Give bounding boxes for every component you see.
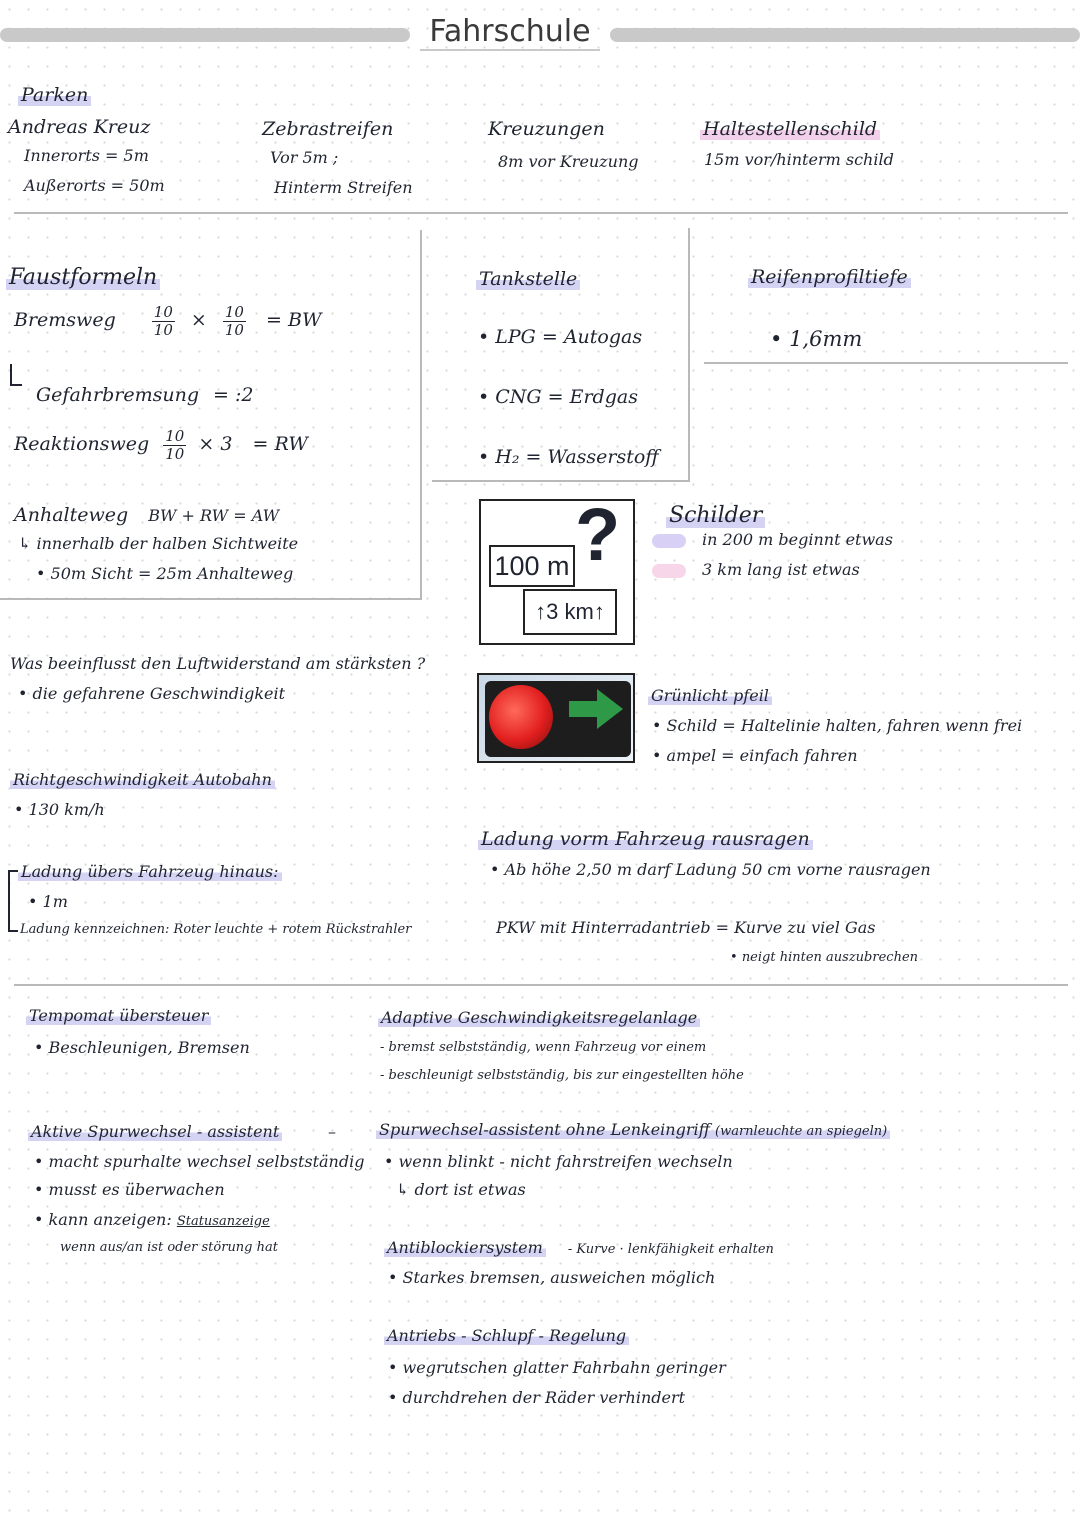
andreaskreuz-innerorts: Innerorts = 5m [24,146,149,165]
sign-distance: 100 m [489,545,575,587]
gruenpfeil-heading: Grünlicht pfeil [648,686,772,706]
ladung-hinten-line2: Ladung kennzeichnen: Roter leuchte + rotem Rückstrahler [20,922,412,937]
reifen-value: • 1,6mm [770,327,863,351]
faust-heading: Faustformeln [6,264,160,292]
spur-aktiv-line3: • kann anzeigen: Statusanzeige [34,1210,270,1229]
andreaskreuz-label: Andreas Kreuz [8,116,151,138]
gefahr-label: Gefahrbremsung [36,384,199,406]
spur-ohne-heading: Spurwechsel-assistent ohne Lenkeingriff (warnleuchte an spiegeln) [376,1120,890,1140]
kreuzungen-line1: 8m vor Kreuzung [498,152,639,171]
anhalteweg-row [14,504,279,528]
sign-question: ? [575,493,621,576]
faust-box-bottom [0,598,422,600]
tempomat-line1: • Beschleunigen, Bremsen [34,1038,250,1057]
acc-line2: - beschleunigt selbstständig, bis zur eingestellten höhe [380,1068,744,1083]
anhalteweg-label: Anhalteweg [14,504,129,526]
bremsweg-row [14,304,321,338]
zebrastreifen-line1: Vor 5m ; [270,148,339,167]
ladung-bracket [8,870,18,932]
ladung-hinten-line1: • 1m [28,892,68,911]
sign-length: 3 km [546,599,594,624]
reaktion-row [14,428,308,462]
anhalteweg-formula: BW + RW = AW [148,506,280,525]
abs-note: - Kurve · lenkfähigkeit erhalten [567,1242,774,1257]
spur-aktiv-line1: • macht spurhalte wechsel selbstständig [34,1152,365,1171]
schilder-line1: in 200 m beginnt etwas [702,530,893,549]
bremsweg-result: = BW [266,309,322,331]
acc-heading: Adaptive Geschwindigkeitsregelanlage [378,1008,700,1028]
red-light-icon [489,685,553,749]
green-arrow-head-icon [597,689,623,729]
title-bar-left [0,28,410,42]
schilder-line2: 3 km lang ist etwas [702,560,860,579]
gruenpfeil-line1: • Schild = Haltelinie halten, fahren wenn frei [652,716,1023,735]
abs-line1: • Starkes bremsen, ausweichen möglich [388,1268,716,1287]
ladung-hinten-heading: Ladung übers Fahrzeug hinaus: [18,862,282,882]
gefahr-bracket [10,364,22,386]
haltestelle-label: Haltestellenschild [700,118,880,142]
spur-aktiv-line4: wenn aus/an ist oder störung hat [60,1240,278,1255]
anhalteweg-line2: • 50m Sicht = 25m Anhalteweg [36,564,294,583]
asr-line2: • durchdrehen der Räder verhindert [388,1388,686,1407]
tank-box-right [688,228,690,482]
reaktion-frac: $\frac{10}{10}$ [165,427,185,463]
spur-aktiv-dash: – [328,1122,336,1141]
tankstelle-lpg: • LPG = Autogas [478,326,643,348]
parken-heading: Parken [18,84,91,108]
richt-value: • 130 km/h [14,800,105,819]
tankstelle-h2: • H₂ = Wasserstoff [478,446,659,468]
bremsweg-label: Bremsweg [14,309,116,331]
haltestelle-line1: 15m vor/hinterm schild [704,150,894,169]
tankstelle-cng: • CNG = Erdgas [478,386,638,408]
spur-ohne-line2: ↳ dort ist etwas [396,1180,526,1199]
reifen-bottom [704,362,1068,364]
bremsweg-times: × [190,309,207,331]
schilder-swatch-pink [652,564,686,578]
ladung-vorn-line1: • Ab höhe 2,50 m darf Ladung 50 cm vorne rausragen [490,860,931,879]
sign-length-box: ↑3 km↑ [523,589,617,635]
tank-box-bottom [432,480,690,482]
reifen-heading: Reifenprofiltiefe [748,266,911,290]
schilder-heading: Schilder [666,502,765,530]
bremsweg-frac1: $\frac{10}{10}$ [153,303,173,339]
bremsweg-frac2: $\frac{10}{10}$ [224,303,244,339]
divider-parken [14,212,1068,214]
reaktion-label: Reaktionsweg [14,433,150,455]
spur-aktiv-heading: Aktive Spurwechsel - assistent [28,1122,282,1142]
gefahr-value: = :2 [213,384,254,406]
anhalteweg-line1: ↳ innerhalb der halben Sichtweite [18,534,299,553]
reaktion-factor: × 3 [198,433,233,455]
gruenpfeil-line2: • ampel = einfach fahren [652,746,858,765]
asr-line1: • wegrutschen glatter Fahrbahn geringer [388,1358,726,1377]
pkw-line1: PKW mit Hinterradantrieb = Kurve zu viel Gas [496,918,876,937]
gruenpfeil-ampel-image [477,673,635,763]
reaktion-result: = RW [252,433,308,455]
andreaskreuz-ausserorts: Außerorts = 50m [24,176,165,195]
page-title: Fahrschule [420,14,600,51]
kreuzungen-label: Kreuzungen [488,118,605,140]
green-arrow-icon [569,701,599,717]
richt-heading: Richtgeschwindigkeit Autobahn [10,770,275,790]
schilder-swatch-lilac [652,534,686,548]
spur-aktiv-line2: • musst es überwachen [34,1180,225,1199]
divider-middle [14,984,1068,986]
asr-heading: Antriebs - Schlupf - Regelung [384,1326,629,1346]
abs-row [384,1238,774,1258]
luft-question: Was beeinflusst den Luftwiderstand am stärksten ? [10,654,426,673]
zebrastreifen-label: Zebrastreifen [262,118,394,140]
spur-ohne-line1: • wenn blinkt - nicht fahrstreifen wechseln [384,1152,733,1171]
zebrastreifen-line2: Hinterm Streifen [274,178,413,197]
title-bar-right [610,28,1080,42]
ladung-vorn-heading: Ladung vorm Fahrzeug rausragen [478,828,813,852]
zusatzzeichen-sign [479,493,635,645]
tankstelle-heading: Tankstelle [476,268,580,292]
gefahr-row [36,384,254,408]
abs-heading: Antiblockiersystem [384,1238,546,1257]
acc-line1: - bremst selbstständig, wenn Fahrzeug vor einem [380,1040,707,1055]
luft-answer: • die gefahrene Geschwindigkeit [18,684,286,703]
tempomat-heading: Tempomat übersteuer [26,1006,211,1026]
statusanzeige-link: Statusanzeige [176,1214,270,1229]
pkw-line2: • neigt hinten auszubrechen [730,950,919,965]
faust-box-right [420,230,422,600]
